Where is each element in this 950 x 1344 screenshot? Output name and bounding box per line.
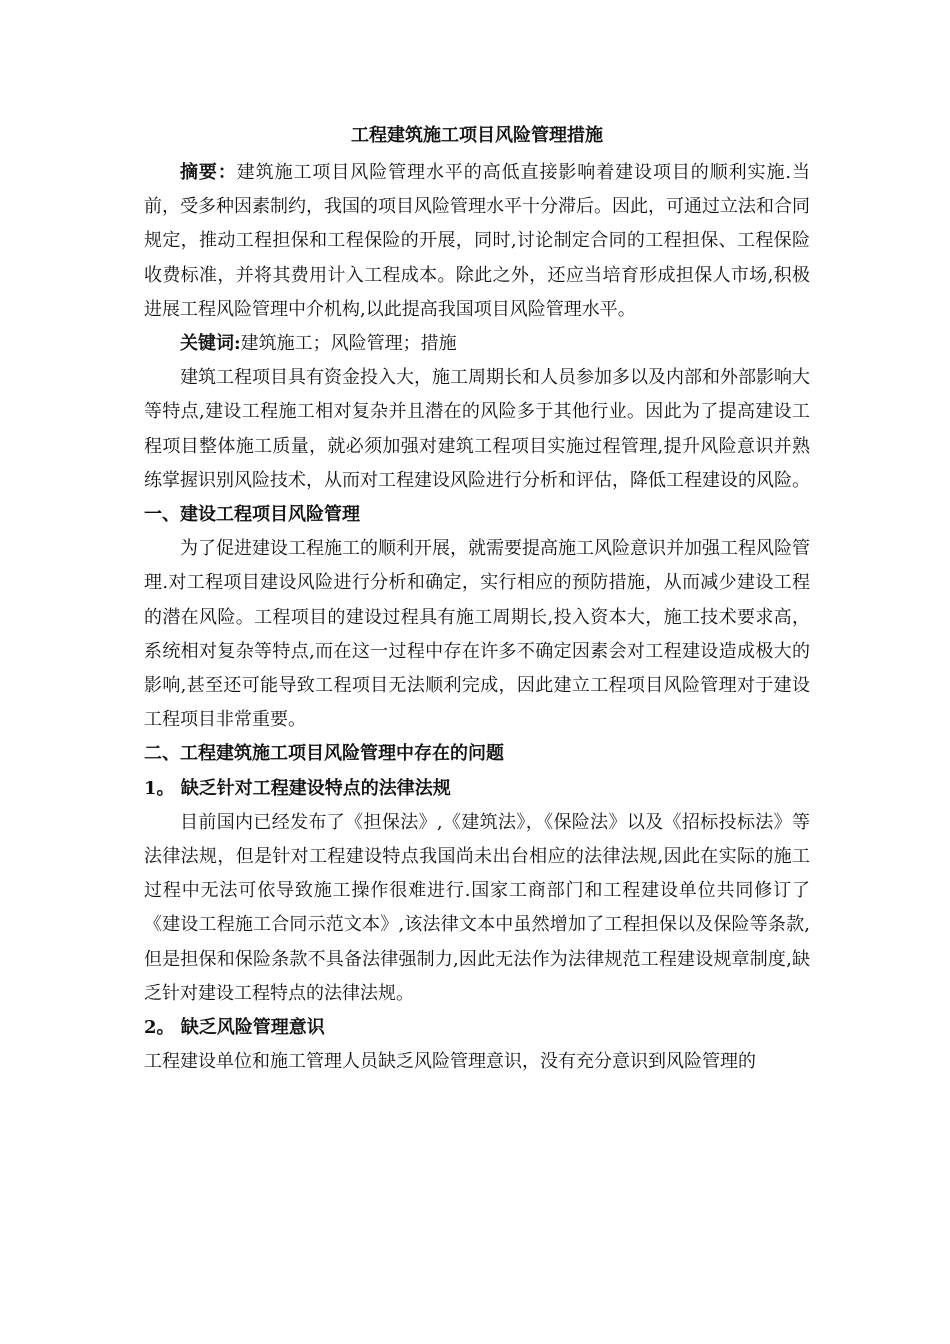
section2-sub1-paragraph: 目前国内已经发布了《担保法》,《建筑法》，《保险法》以及《招标投标法》等法律法规，但是针对工程建设特点我国尚未出台相应的法律法规,因此在实际的施工过程中无法可依导致施工操作很难进行.国家工商部门和工程建设单位共同修订了《建设工程施工合同示范文本》,该法律文本中虽然增加了工程担保以及保险等条款,但是担保和保险条款不具备法律强制力,因此无法作为法律规范工程建设规章制度,缺乏针对建设工程特点的法律法规。 bbox=[144, 811, 810, 1004]
keywords-text: 建筑施工；风险管理；措施 bbox=[240, 333, 457, 355]
section2-sub1-heading: 1。 缺乏针对工程建设特点的法律法规 bbox=[144, 777, 451, 799]
section2-heading: 二、工程建筑施工项目风险管理中存在的问题 bbox=[144, 743, 504, 765]
keywords-label: 关键词: bbox=[180, 333, 241, 355]
section1-paragraph: 为了促进建设工程施工的顺利开展，就需要提高施工风险意识并加强工程风险管理.对工程项目建设风险进行分析和确定，实行相应的预防措施，从而减少建设工程的潜在风险。工程项目的建设过程具有施工周期长,投入资本大，施工技术要求高，系统相对复杂等特点,而在这一过程中存在许多不确定因素会对工程建设造成极大的影响,甚至还可能导致工程项目无法顺利完成，因此建立工程项目风险管理对于建设工程项目非常重要。 bbox=[144, 538, 810, 731]
abstract-label: 摘要： bbox=[180, 162, 237, 183]
section1-heading: 一、建设工程项目风险管理 bbox=[144, 504, 360, 526]
intro-paragraph: 建筑工程项目具有资金投入大，施工周期长和人员参加多以及内部和外部影响大等特点,建设工程施工相对复杂并且潜在的风险多于其他行业。因此为了提高建设工程项目整体施工质量，就必须加强对建筑工程项目实施过程管理,提升风险意识并熟练掌握识别风险技术，从而对工程建设风险进行分析和评估，降低工程建设的风险。 bbox=[144, 367, 810, 491]
section2-sub2-heading: 2。 缺乏风险管理意识 bbox=[144, 1017, 325, 1039]
abstract-text: 建筑施工项目风险管理水平的高低直接影响着建设项目的顺利实施.当前，受多种因素制约，我国的项目风险管理水平十分滞后。因此，可通过立法和合同规定，推动工程担保和工程保险的开展，同时,讨论制定合同的工程担保、工程保险收费标准，并将其费用计入工程成本。除此之外，还应当培育形成担保人市场,积极进展工程风险管理中介机构,以此提高我国项目风险管理水平。 bbox=[144, 162, 811, 320]
abstract-paragraph bbox=[144, 156, 810, 327]
section2-sub2-paragraph: 工程建设单位和施工管理人员缺乏风险管理意识，没有充分意识到风险管理的 bbox=[144, 1051, 756, 1073]
document-title: 工程建筑施工项目风险管理措施 bbox=[351, 125, 603, 146]
keywords-paragraph bbox=[144, 327, 810, 361]
document-body bbox=[144, 124, 810, 1079]
